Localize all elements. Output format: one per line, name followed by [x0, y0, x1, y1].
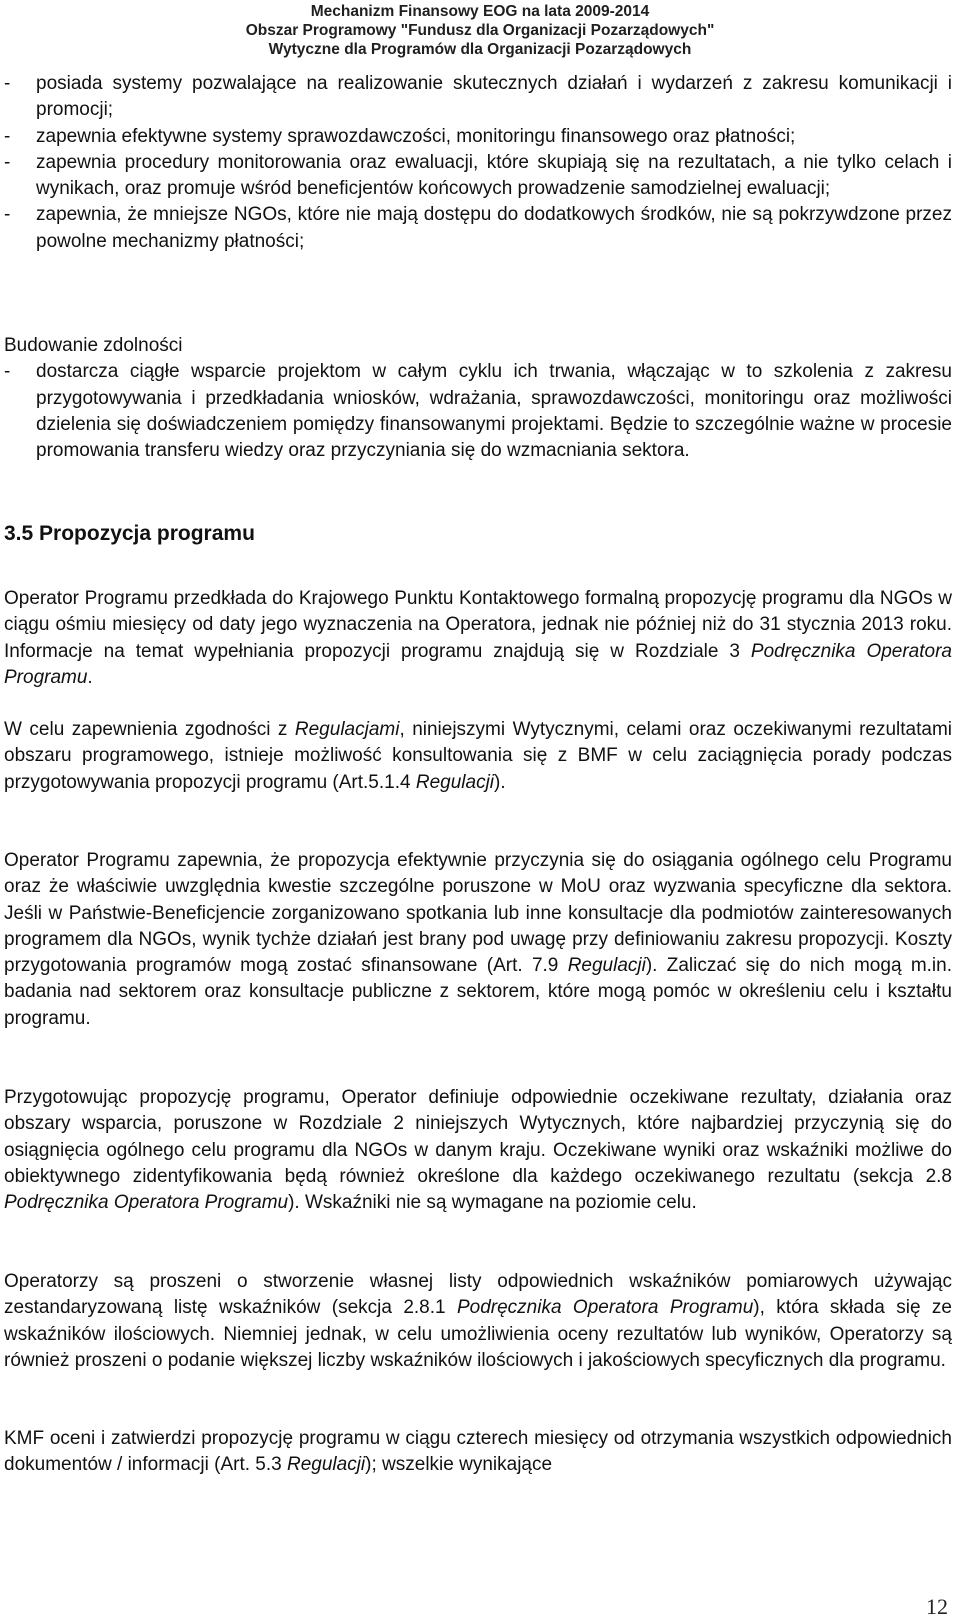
list-item: [4, 150, 952, 203]
capacity-building-section: [4, 333, 952, 464]
paragraph-2: [4, 717, 952, 796]
capacity-title: Budowanie zdolności: [4, 335, 183, 356]
text-run: Operator Programu zapewnia, że propozycja efektywnie przyczynia się do osiągania ogólnego celu Programu oraz że właściwie uwzględnia kwestie szczególne poruszone w MoU oraz wyzwania specyficzne dla sektora. Jeśli w Państwie-Beneficjencie zorganizowano spotkania lub inne konsultacje dla podmiotów zainteresowanych programem dla NGOs, wynik tychże działań jest brany pod uwagę przy definiowaniu zakresu propozycji. Koszty przygotowania programów mogą zostać sfinansowane (Art. 7.9: [4, 850, 952, 977]
text-run: ). Zaliczać się do nich mogą m.in. badania nad sektorem oraz konsultacje publiczne z sektorem, które mogą pomóc w określeniu celu i kształtu programu.: [4, 955, 952, 1029]
text-run: , niniejszymi Wytycznymi, celami oraz oczekiwanymi rezultatami obszaru programowego, istnieje możliwość konsultowania się z BMF w celu zaciągnięcia porady podczas przygotowywania propozycji programu (Art.5.1.4: [4, 719, 952, 793]
italic-ref: Regulacji: [415, 771, 495, 793]
text-run: ).: [494, 771, 506, 793]
paragraph-5: [4, 1269, 952, 1374]
section-heading: 3.5 Propozycja programu: [4, 522, 255, 545]
text-run: Przygotowując propozycję programu, Operator definiuje odpowiednie oczekiwane rezultaty, działania oraz obszary wsparcia, poruszone w Rozdziale 2 niniejszych Wytycznych, które najbardziej przyczynią się do osiągnięcia ogólnego celu programu dla NGOs w danym kraju. Oczekiwane wyniki oraz wskaźniki możliwe do obiektywnego zidentyfikowania będą również określone dla każdego oczekiwanego rezultatu (sekcja 2.8: [4, 1087, 952, 1187]
text-run: Operator Programu przedkłada do Krajowego Punktu Kontaktowego formalną propozycję programu dla NGOs w ciągu ośmiu miesięcy od daty jego wyznaczenia na Operatora, jednak nie później niż do 31 stycznia 2013 roku. Informacje na temat wypełniania propozycji programu znajdują się w Rozdziale 3: [4, 588, 952, 662]
header-line-2: Obszar Programowy "Fundusz dla Organizacji Pozarządowych": [245, 22, 715, 39]
italic-ref: Regulacjami: [294, 719, 400, 740]
list-item: [4, 124, 952, 150]
text-run: Operatorzy są proszeni o stworzenie własnej listy odpowiednich wskaźników pomiarowych używając zestandaryzowaną listę wskaźników (sekcja 2.8.1: [4, 1271, 952, 1319]
list-dash: -: [4, 151, 11, 173]
paragraph-1: [4, 586, 952, 691]
paragraph-6: [4, 1426, 952, 1479]
text-run: .: [87, 666, 93, 688]
list-item-text: zapewnia, że mniejsze NGOs, które nie mają dostępu do dodatkowych środków, nie są pokrzywdzone przez powolne mechanizmy płatności;: [36, 204, 952, 252]
list-dash: -: [4, 204, 11, 226]
text-run: ), która składa się ze wskaźników ilościowych. Niemniej jednak, w celu umożliwienia oceny rezultatów lub wyników, Operatorzy są również proszeni o podanie większej liczby wskaźników ilościowych i jakościowych specyficznych dla programu.: [4, 1297, 952, 1371]
list-dash: -: [4, 361, 11, 383]
italic-ref: Podręcznika Operatora Programu: [4, 1192, 289, 1214]
list-item-text: dostarcza ciągłe wsparcie projektom w całym cyklu ich trwania, włączając w to szkolenia z zakresu przygotowywania i przedkładania wniosków, wdrażania, sprawozdawczości, monitoringu oraz możliwości dzielenia się doświadczeniem pomiędzy finansowanymi projektami. Będzie to szczególnie ważne w procesie promowania transferu wiedzy oraz przyczyniania się do wzmacniania sektora.: [36, 361, 952, 462]
list-item-text: posiada systemy pozwalające na realizowanie skutecznych działań i wydarzeń z zakresu komunikacji i promocji;: [36, 73, 952, 121]
list-item-text: zapewnia efektywne systemy sprawozdawczości, monitoringu finansowego oraz płatności;: [36, 125, 796, 147]
italic-ref: Regulacji: [567, 955, 646, 977]
list-dash: -: [4, 73, 11, 94]
header-line-3: Wytyczne dla Programów dla Organizacji Pozarządowych: [268, 41, 692, 58]
text-run: W celu zapewnienia zgodności z: [4, 719, 295, 740]
italic-ref: Regulacji: [287, 1454, 366, 1476]
italic-ref: Podręcznika Operatora Programu: [4, 640, 952, 688]
paragraph-3: [4, 848, 952, 1032]
text-run: ); wszelkie wynikające: [365, 1454, 553, 1476]
text-run: KMF oceni i zatwierdzi propozycję programu w ciągu czterech miesięcy od otrzymania wszystkich odpowiednich dokumentów / informacji (Art. 5.3: [4, 1428, 952, 1476]
list-dash: -: [4, 125, 11, 147]
document-header: [0, 2, 960, 59]
header-line-1: Mechanizm Finansowy EOG na lata 2009-2014: [310, 3, 650, 20]
paragraph-4: [4, 1085, 952, 1216]
italic-ref: Podręcznika Operatora Programu: [456, 1297, 754, 1319]
list-item-text: zapewnia procedury monitorowania oraz ewaluacji, które skupiają się na rezultatach, a nie tylko celach i wynikach, oraz promuje wśród beneficjentów końcowych prowadzenie samodzielnej ewaluacji;: [36, 151, 952, 200]
page-number: 12: [926, 1594, 948, 1619]
list-item: [4, 202, 952, 255]
list-item: [4, 71, 952, 124]
responsibilities-list: [4, 71, 952, 255]
list-item: [4, 359, 952, 464]
text-run: ). Wskaźniki nie są wymagane na poziomie celu.: [288, 1192, 697, 1214]
